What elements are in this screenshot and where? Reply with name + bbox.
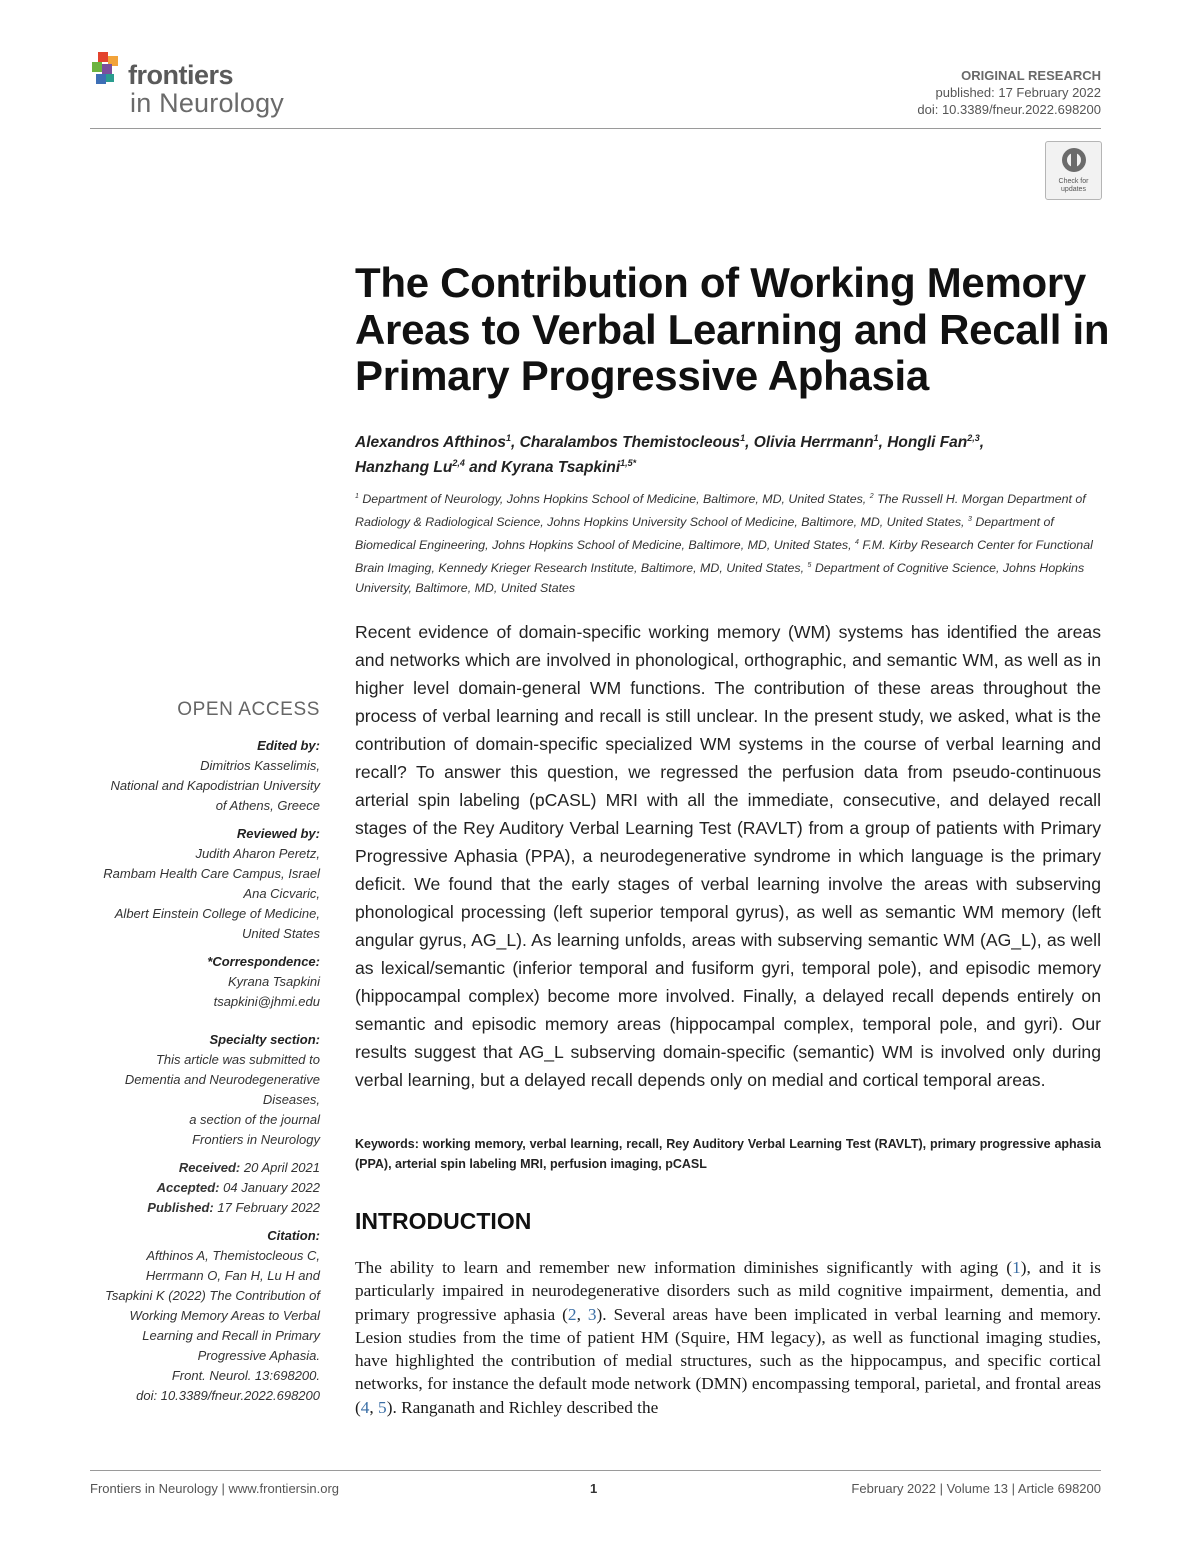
check-for-updates-button[interactable] <box>1045 141 1102 200</box>
author-name[interactable]: Charalambos Themistocleous <box>519 434 741 452</box>
open-access-label: OPEN ACCESS <box>177 699 320 720</box>
author-affil-sup: 2,4 <box>452 458 465 469</box>
page-number: 1 <box>590 1481 598 1496</box>
author-affil-sup: 1,5* <box>620 458 637 469</box>
author-affil-sup: 1 <box>740 433 746 443</box>
published-date: published: 17 February 2022 <box>935 85 1101 100</box>
correspondence-name: Kyrana Tsapkini <box>227 974 320 989</box>
correspondence-label: *Correspondence: <box>207 954 320 969</box>
affiliation: Department of Neurology, Johns Hopkins School of Medicine, Baltimore, MD, United States, <box>362 492 867 507</box>
received-value: 20 April 2021 <box>243 1160 320 1175</box>
intro-text-run: The ability to learn and remember new information diminishes significantly with aging ( <box>355 1258 1013 1277</box>
affil-sup: 5 <box>807 561 812 569</box>
citation-line: Front. Neurol. 13:698200. <box>171 1368 320 1383</box>
specialty-line: Dementia and Neurodegenerative <box>124 1072 320 1087</box>
reviewer-line: Rambam Health Care Campus, Israel <box>103 866 320 881</box>
editor-line: National and Kapodistrian University <box>110 778 320 793</box>
affil-sup: 3 <box>967 515 972 523</box>
author-affil-sup: 1 <box>873 433 879 443</box>
specialty-line: This article was submitted to <box>155 1052 320 1067</box>
footer-article-info: February 2022 | Volume 13 | Article 698200 <box>851 1481 1101 1496</box>
accepted-label: Accepted: <box>156 1180 220 1195</box>
accepted-date <box>60 1178 320 1198</box>
crossmark-icon <box>1061 147 1087 173</box>
affil-sup: 4 <box>855 538 859 546</box>
reviewed-by-label: Reviewed by: <box>236 826 320 841</box>
intro-text-run: ). Ranganath and Richley described the <box>386 1397 659 1417</box>
author-name[interactable]: Alexandros Afthinos <box>355 434 506 452</box>
article-sidebar <box>60 698 320 1414</box>
accepted-value: 04 January 2022 <box>223 1180 320 1195</box>
article-title: The Contribution of Working Memory Areas to Verbal Learning and Recall in Primary Progressive Aphasia <box>355 259 1110 399</box>
edited-by-label: Edited by: <box>257 738 320 753</box>
received-label: Received: <box>178 1160 241 1175</box>
published-value: 17 February 2022 <box>217 1200 320 1215</box>
footer-divider <box>90 1470 1101 1471</box>
keywords: Keywords: working memory, verbal learning, recall, Rey Auditory Verbal Learning Test (RAVLT), primary progressive aphasia (PPA), arterial spin labeling MRI, perfusion imaging, pCASL <box>355 1137 1101 1171</box>
doi-link[interactable]: doi: 10.3389/fneur.2022.698200 <box>917 102 1101 117</box>
editor-line: Dimitrios Kasselimis, <box>200 758 320 773</box>
citation-doi[interactable]: doi: 10.3389/fneur.2022.698200 <box>136 1388 320 1403</box>
intro-text-run: , <box>576 1304 588 1324</box>
citation-link[interactable]: 3 <box>587 1304 597 1324</box>
affiliation: Department of Biomedical Engineering, Johns Hopkins School of Medicine, Baltimore, MD, United States, <box>355 515 1054 552</box>
intro-text-run: , <box>369 1397 379 1417</box>
affil-sup: 1 <box>355 493 359 500</box>
affiliation: The Russell H. Morgan Department of Radiology & Radiological Science, Johns Hopkins University School of Medicine, Baltimore, MD, United States, <box>355 492 1086 530</box>
correspondence-email[interactable]: tsapkini@jhmi.edu <box>213 994 320 1009</box>
specialty-line: Frontiers in Neurology <box>192 1132 320 1147</box>
article-meta <box>917 67 1101 118</box>
citation-link[interactable]: 5 <box>378 1397 387 1417</box>
intro-text-run: ), and it is particularly impaired in neurodegenerative disorders such as mild cognitive impairment, dementia, and primary progressive aphasia ( <box>355 1258 1101 1324</box>
article-type: ORIGINAL RESEARCH <box>961 68 1101 83</box>
citation-line: Herrmann O, Fan H, Lu H and <box>145 1268 320 1283</box>
received-date <box>60 1158 320 1178</box>
introduction-paragraph <box>355 1256 1101 1419</box>
logo-journal-text: in Neurology <box>130 88 284 118</box>
logo-brand-text: frontiers <box>128 60 234 90</box>
citation-line: Afthinos A, Themistocleous C, <box>146 1248 320 1263</box>
specialty-line: a section of the journal <box>189 1112 320 1127</box>
journal-logo[interactable] <box>90 50 310 120</box>
specialty-line: Diseases, <box>262 1092 320 1107</box>
author-affil-sup: 1 <box>506 433 512 443</box>
frontiers-logo-icon <box>90 50 126 90</box>
check-for-updates-label: Check for updates <box>1058 178 1089 193</box>
reviewer-line: Ana Cicvaric, <box>243 886 320 901</box>
citation-link[interactable]: 4 <box>360 1397 370 1417</box>
footer-journal-link[interactable]: Frontiers in Neurology | www.frontiersin.org <box>90 1481 340 1496</box>
published-date-sidebar <box>60 1198 320 1218</box>
author-name[interactable]: Hanzhang Lu <box>355 459 453 477</box>
editor-line: of Athens, Greece <box>215 798 320 813</box>
author-list: Alexandros Afthinos$^1$, Charalambos Themistocleous$^1$, Olivia Herrmann$^1$, Hongli Fan$^{2,3}$, Hanzhang Lu$^{2,4}$ and Kyrana Tsapkini$^{1,5*}$ <box>355 433 985 477</box>
header-divider <box>90 128 1101 129</box>
abstract-text: Recent evidence of domain-specific working memory (WM) systems has identified the areas and networks which are involved in phonological, orthographic, and semantic WM, as well as in higher level domain-general WM functions. The contribution of these areas throughout the process of verbal learning and recall is still unclear. In the present study, we asked, what is the contribution of domain-specific specialized WM systems in the course of verbal learning and recall? To answer this question, we regressed the perfusion data from pseudo-continuous arterial spin labeling (pCASL) MRI with all the immediate, consecutive, and delayed recall stages of the Rey Auditory Verbal Learning Test (RAVLT) from a group of patients with Primary Progressive Aphasia (PPA), a neurodegenerative syndrome in which language is the primary deficit. We found that the early stages of verbal learning involve the areas with subserving phonological processing (left superior temporal gyrus), as well as semantic WM memory (left angular gyrus, AG_L). As learning unfolds, areas with subserving semantic WM (AG_L), as well as lexical/semantic (inferior temporal and fusiform gyri, temporal pole), and episodic memory (hippocampal complex) become more involved. Finally, a delayed recall depends entirely on semantic and episodic memory areas (hippocampal complex, temporal pole, and gyri). Our results suggest that AG_L subserving domain-specific (semantic) WM is involved only during verbal learning, but a delayed recall depends only on medial and cortical temporal areas. <box>355 622 1101 1090</box>
citation-line: Learning and Recall in Primary <box>142 1328 320 1343</box>
affiliation: F.M. Kirby Research Center for Functional Brain Imaging, Kennedy Krieger Research Institute, Baltimore, MD, United States, <box>355 537 1093 575</box>
author-name[interactable]: Kyrana Tsapkini <box>501 459 621 477</box>
specialty-section-label: Specialty section: <box>209 1032 320 1047</box>
affil-sup: 2 <box>869 493 874 500</box>
reviewer-line: Albert Einstein College of Medicine, <box>114 906 320 921</box>
reviewer-line: United States <box>241 926 320 941</box>
published-label: Published: <box>147 1200 214 1215</box>
intro-text-run: ). Several areas have been implicated in verbal learning and memory. Lesion studies from the time of patient HM (Squire, HM legacy), as well as functional imaging studies, have highlighted the contribution of medial structures, such as the hippocampus, and specific cortical networks, for instance the default mode network (DMN) encompassing temporal, parietal, and frontal areas ( <box>355 1304 1102 1417</box>
affiliations <box>355 487 1110 598</box>
affiliation: Department of Cognitive Science, Johns Hopkins University, Baltimore, MD, United States <box>355 560 1085 595</box>
reviewer-line: Judith Aharon Peretz, <box>195 846 320 861</box>
author-affil-sup: 2,3 <box>967 433 980 443</box>
author-name[interactable]: Olivia Herrmann <box>753 434 874 452</box>
citation-label: Citation: <box>267 1228 320 1243</box>
citation-link[interactable]: 1 <box>1012 1258 1021 1277</box>
section-heading-introduction: INTRODUCTION <box>355 1208 532 1234</box>
citation-link[interactable]: 2 <box>567 1304 577 1324</box>
citation-line: Progressive Aphasia. <box>197 1348 320 1363</box>
citation-line: Tsapkini K (2022) The Contribution of <box>105 1288 320 1303</box>
author-name[interactable]: Hongli Fan <box>887 434 968 452</box>
citation-line: Working Memory Areas to Verbal <box>129 1308 320 1323</box>
